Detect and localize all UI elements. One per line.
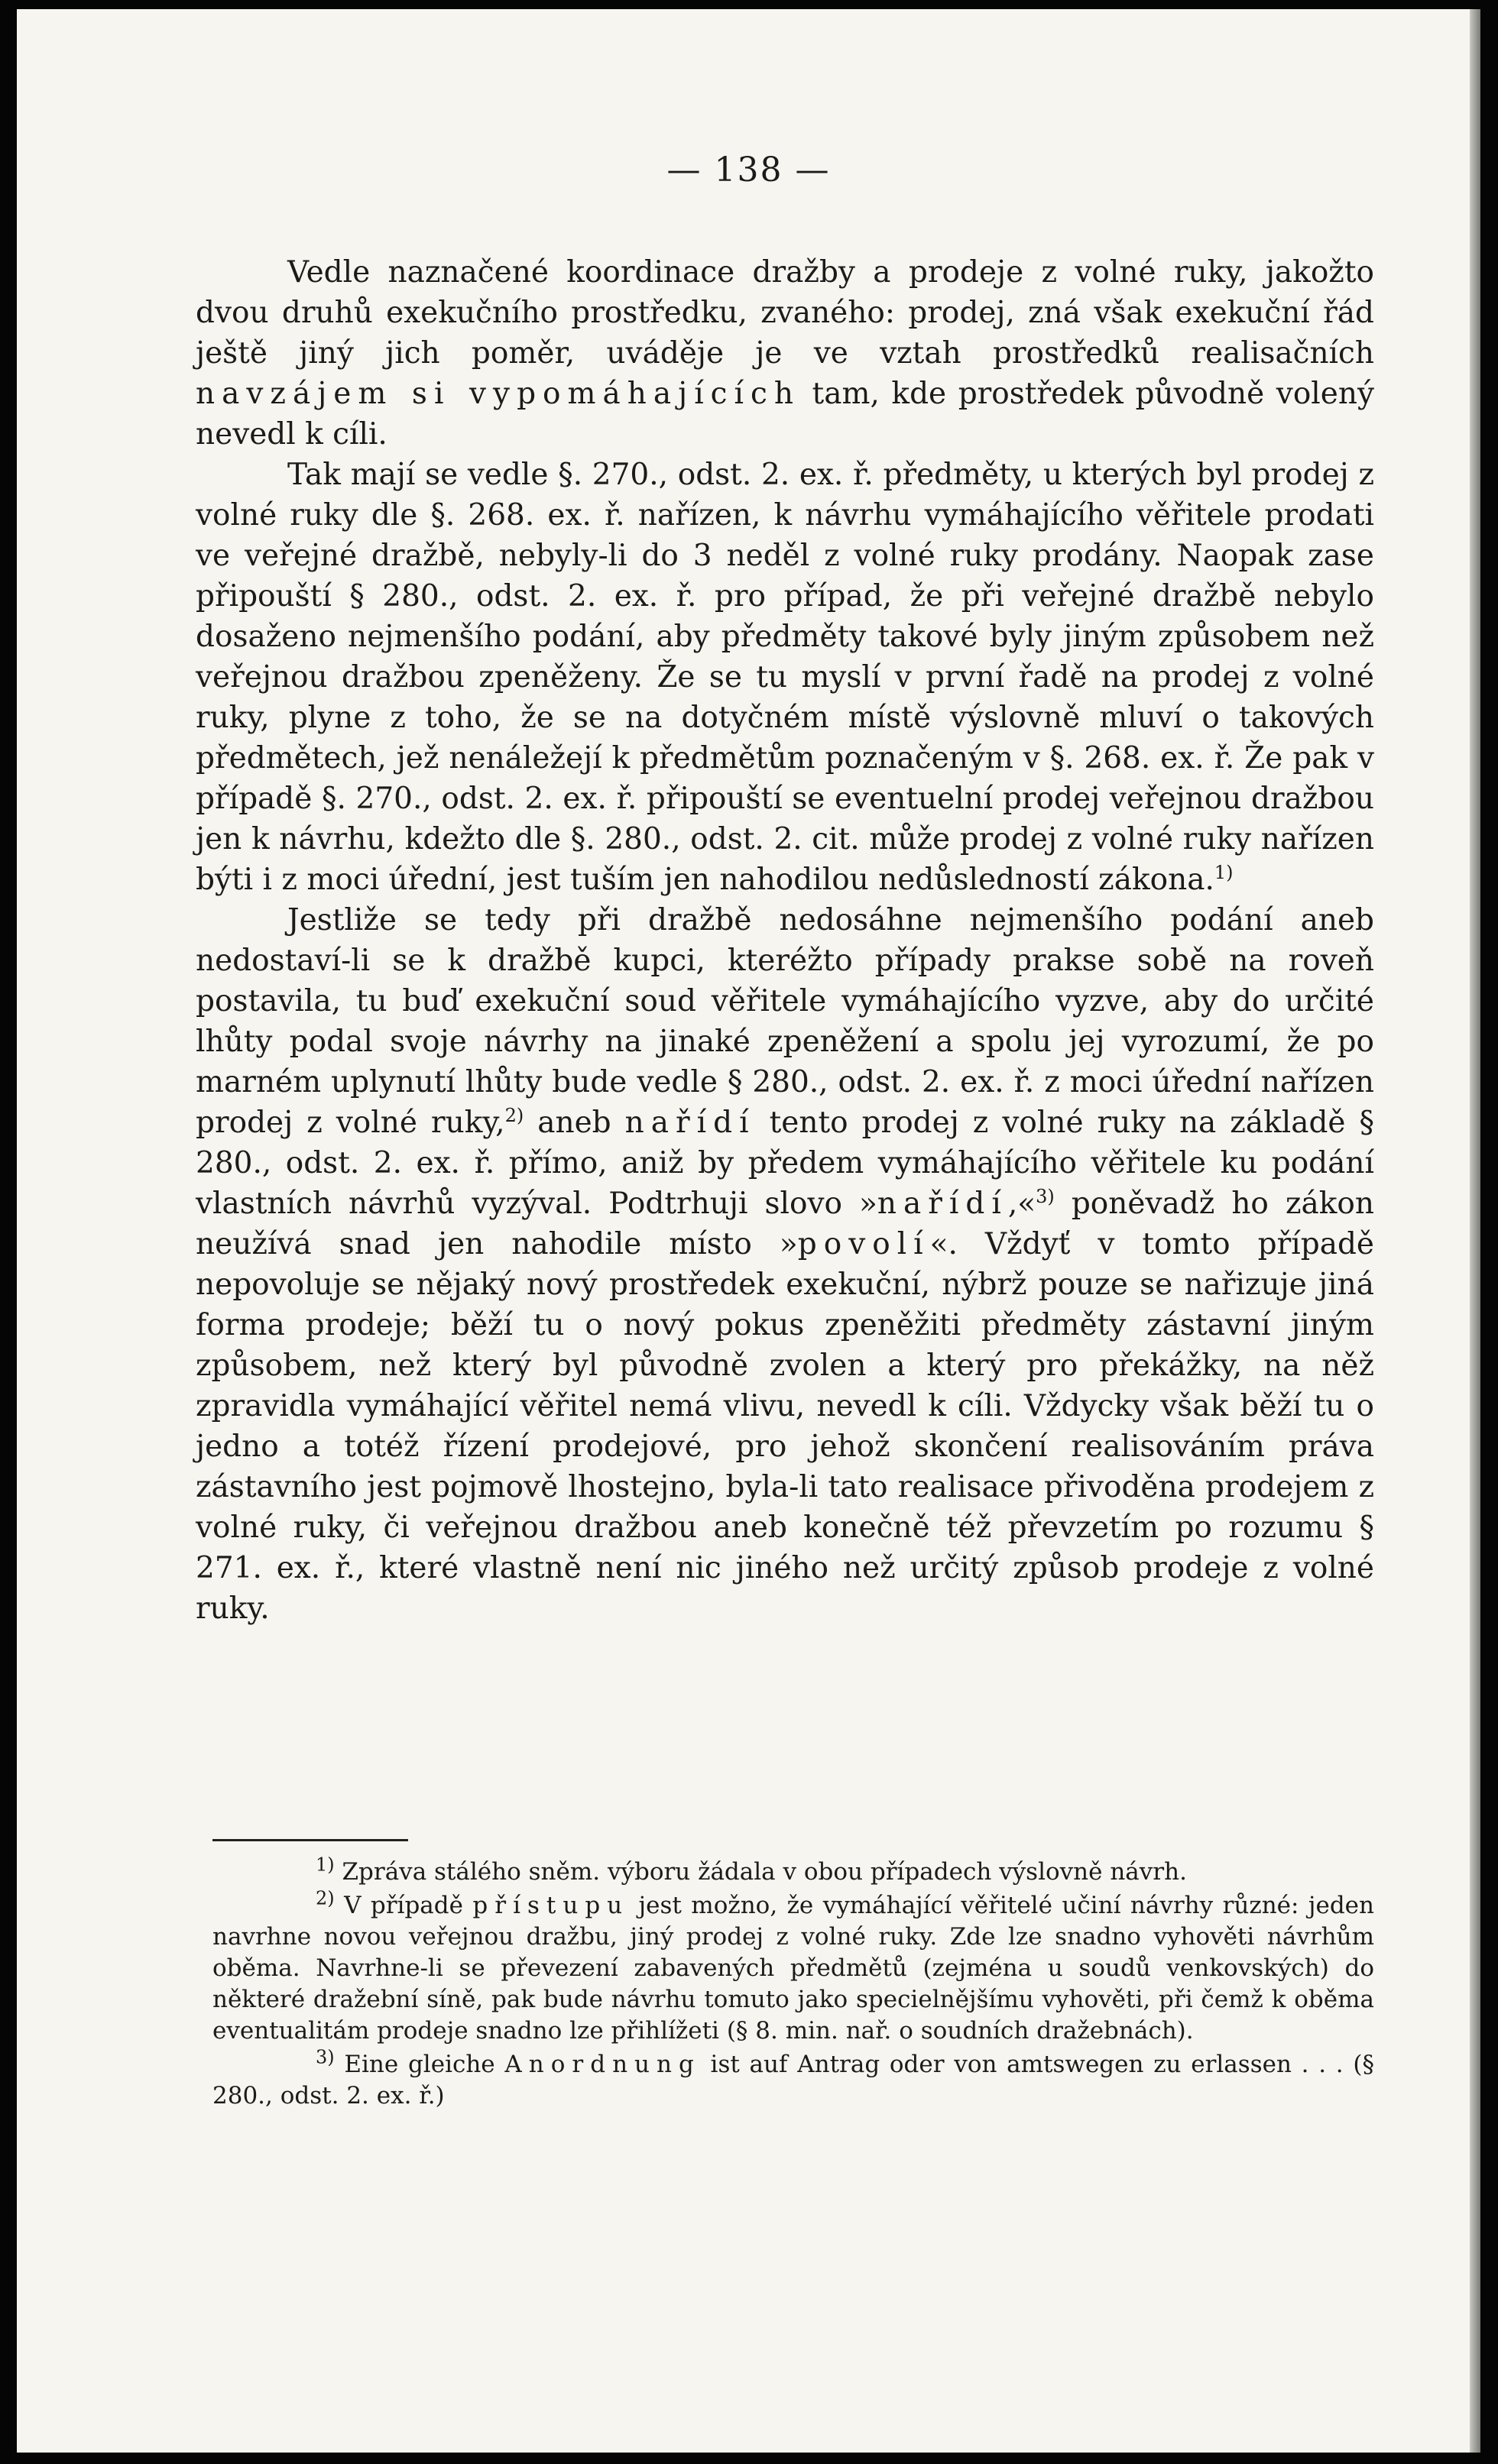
footnote-marker: 3) — [1036, 1186, 1055, 1207]
text-run: «. Vždyť v tomto případě nepovoluje se nějaký nový prostředek exekuční, nýbrž pouze se nařizuje jiná forma prodeje; běží tu o nový pokus zpeněžiti předměty zástavní jiným způsobem, než který byl původně zvolen a který pro překážky, na něž zpravidla vymáhající věřitel nemá vlivu, nevedl k cíli. Vždycky však běží tu o jedno a totéž řízení prodejové, pro jehož skončení realisováním práva zástavního jest pojmově lhostejno, byla-li tato realisace přivoděna prodejem z volné ruky, či veřejnou dražbou aneb konečně též převzetím po rozumu § 271. ex. ř., které vlastně není nic jiného než určitý způsob prodeje z volné ruky. — [196, 1227, 1374, 1626]
spaced-emphasis: nařídí — [877, 1187, 1008, 1221]
book-page — [17, 9, 1480, 2453]
text-run: Zpráva stálého sněm. výboru žádala v obou případech výslovně návrh. — [334, 1858, 1187, 1886]
footnote-marker: 3) — [316, 2046, 335, 2068]
footnote — [212, 2046, 1374, 2112]
spaced-emphasis: povolí — [797, 1227, 930, 1261]
spaced-emphasis: nařídí — [624, 1106, 756, 1140]
footnote-marker: 1) — [1214, 862, 1234, 883]
footnote-marker: 2) — [316, 1887, 335, 1909]
paragraph — [196, 455, 1374, 900]
text-run: Jestliže se tedy při dražbě nedosáhne nejmenšího podání aneb nedostaví-li se k dražbě kupci, kteréžto případy prakse sobě na roveň postavila, tu buď exekuční soud věřitele vymáhajícího vyzve, aby do určité lhůty podal svoje návrhy na jinaké zpeněžení a spolu jej vyrozumí, že po marném uplynutí lhůty bude vedle § 280., odst. 2. ex. ř. z moci úřední nařízen prodej z volné ruky, — [196, 903, 1374, 1140]
paragraph — [196, 252, 1374, 455]
text-run: jest možno, že vymáhající věřitelé učiní návrhy různé: jeden navrhne novou veřejnou dražbu, jiný prodej z volné ruky. Zde lze snadno vyhověti návrhům oběma. Navrhne-li se převezení zabavených předmětů (zejména u soudů venkovských) do některé dražební síně, pak bude návrhu tomuto jako specielnějšímu vyhověti, při čemž k oběma eventualitám prodeje snadno lze přihlížeti (§ 8. min. nař. o soudních dražebnách). — [212, 1892, 1374, 2045]
footnote-marker: 1) — [316, 1854, 335, 1876]
text-run: Vedle naznačené koordinace dražby a prodeje z volné ruky, jakožto dvou druhů exekučního prostředku, zvaného: prodej, zná však exekuční řád ještě jiný jich poměr, uváděje je ve vztah prostředků realisačních — [196, 255, 1374, 371]
text-run: tam, kde prostředek původně volený nevedl k cíli. — [196, 377, 1374, 452]
text-run: Eine gleiche — [334, 2051, 505, 2078]
footnote-rule — [212, 1839, 408, 1841]
footnote — [212, 1854, 1374, 1888]
text-run: tento prodej z volné ruky na základě § 280., odst. 2. ex. ř. přímo, aniž by předem vymáhajícího věřitele ku podání vlastních návrhů vyzýval. Podtrhuji slovo » — [196, 1106, 1374, 1221]
text-run: V případě — [334, 1892, 473, 1919]
text-run: ist auf Antrag oder von amtswegen zu erlassen . . . (§ 280., odst. 2. ex. ř.) — [212, 2051, 1374, 2109]
paragraph — [196, 900, 1374, 1629]
text-run: Tak mají se vedle §. 270., odst. 2. ex. ř. předměty, u kterých byl prodej z volné ruky dle §. 268. ex. ř. nařízen, k návrhu vymáhajícího věřitele prodati ve veřejné dražbě, nebyly-li do 3 neděl z volné ruky prodány. Naopak zase připouští § 280., odst. 2. ex. ř. pro případ, že při veřejné dražbě nebylo dosaženo nejmenšího podání, aby předměty takové byly jiným způsobem než veřejnou dražbou zpeněženy. Že se tu myslí v první řadě na prodej z volné ruky, plyne z toho, že se na dotyčném místě výslovně mluví o takových předmětech, jež nenáležejí k předmětům poznačeným v §. 268. ex. ř. Že pak v případě §. 270., odst. 2. ex. ř. připouští se eventuelní prodej veřejnou dražbou jen k návrhu, kdežto dle §. 280., odst. 2. cit. může prodej z volné ruky nařízen býti i z moci úřední, jest tuším jen nahodilou nedůsledností zákona. — [196, 458, 1374, 897]
footnote — [212, 1887, 1374, 2047]
text-run: poněvadž ho zákon neužívá snad jen nahodile místo » — [196, 1187, 1374, 1261]
text-run: aneb — [524, 1106, 625, 1140]
spaced-emphasis: přístupu — [472, 1892, 630, 1919]
footnotes — [212, 1854, 1374, 2114]
main-text — [196, 252, 1374, 1629]
spaced-emphasis: navzájem si vypomáhajících — [196, 377, 800, 411]
page-edge-shadow — [1470, 9, 1480, 2453]
spaced-emphasis: Anordnung — [504, 2051, 701, 2078]
text-run: ,« — [1007, 1187, 1036, 1221]
page-number: — 138 — — [666, 151, 831, 189]
footnote-marker: 2) — [504, 1105, 524, 1126]
